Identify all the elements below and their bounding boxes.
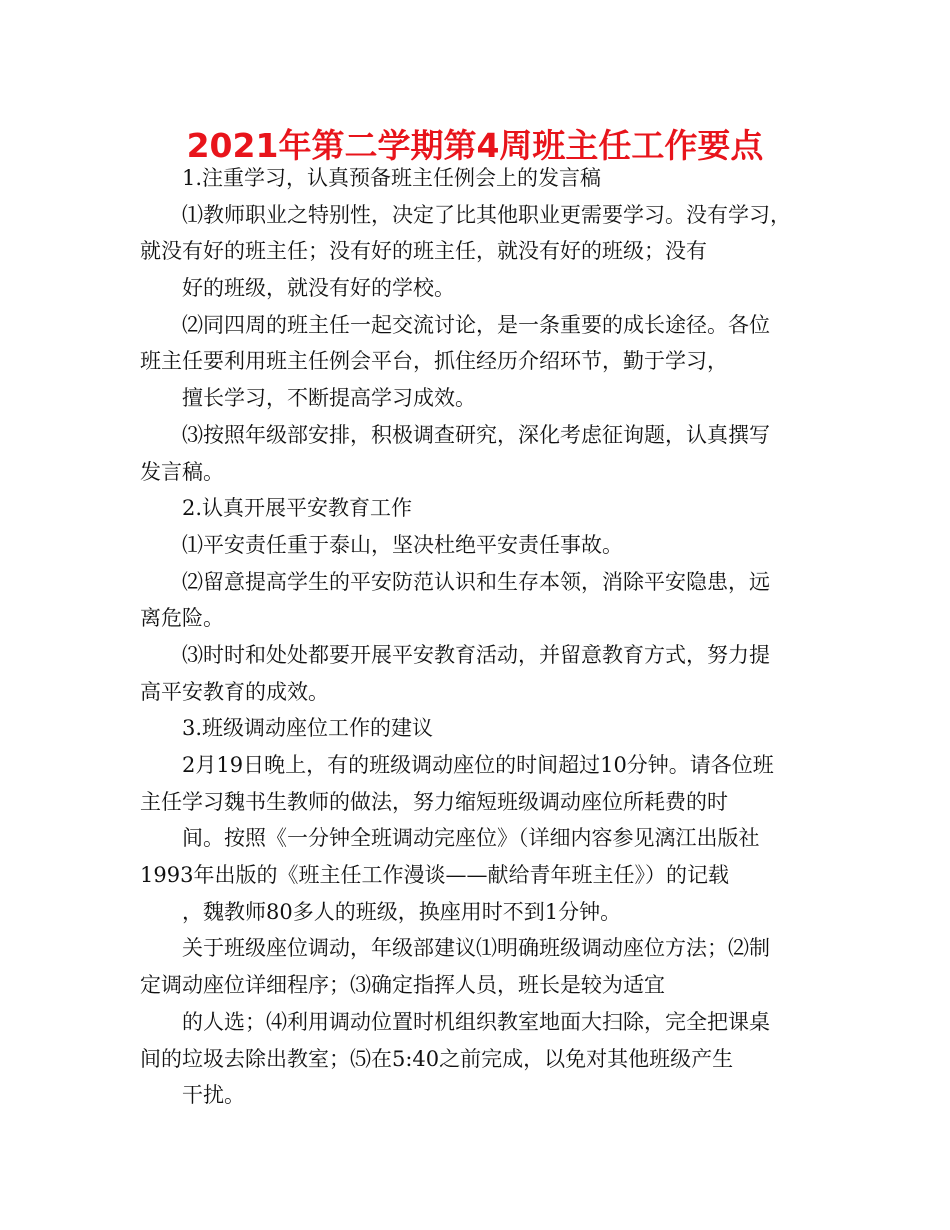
document-title: 2021年第二学期第4周班主任工作要点: [186, 126, 764, 165]
text-line: ⑶按照年级部安排，积极调查研究，深化考虑征询题，认真撰写: [182, 422, 770, 447]
text-line: ⑴教师职业之特别性，决定了比其他职业更需要学习。没有学习，: [182, 202, 791, 227]
text-line: 的人选；⑷利用调动位置时机组织教室地面大扫除，完全把课桌: [182, 1009, 770, 1034]
document-body: [140, 160, 830, 1114]
text-line: 间的垃圾去除出教室；⑸在5:40之前完成，以免对其他班级产生: [140, 1046, 734, 1071]
text-line: ⑴平安责任重于泰山，坚决杜绝平安责任事故。: [182, 532, 623, 557]
text-line: 2.认真开展平安教育工作: [182, 496, 413, 521]
text-line: 发言稿。: [140, 459, 224, 484]
text-line: 就没有好的班主任；没有好的班主任，就没有好的班级；没有: [140, 239, 707, 264]
text-line: 间。按照《一分钟全班调动完座位》（详细内容参见漓江出版社: [182, 826, 760, 851]
text-line: 3.班级调动座位工作的建议: [182, 716, 434, 741]
text-line: 干扰。: [182, 1083, 245, 1108]
text-line: ，魏教师80多人的班级，换座用时不到1分钟。: [182, 899, 622, 924]
text-line: 班主任要利用班主任例会平台，抓住经历介绍环节，勤于学习，: [140, 349, 728, 374]
text-line: 2月19日晚上，有的班级调动座位的时间超过10分钟。请各位班: [182, 753, 774, 777]
text-line: ⑶时时和处处都要开展平安教育活动，并留意教育方式，努力提: [182, 642, 770, 667]
text-line: 定调动座位详细程序；⑶确定指挥人员，班长是较为适宜: [140, 973, 665, 998]
text-line: ⑵同四周的班主任一起交流讨论，是一条重要的成长途径。各位: [182, 312, 770, 337]
text-line: 主任学习魏书生教师的做法，努力缩短班级调动座位所耗费的时: [140, 789, 728, 814]
text-line: 擅长学习，不断提高学习成效。: [182, 386, 476, 411]
text-line: 关于班级座位调动，年级部建议⑴明确班级调动座位方法；⑵制: [182, 936, 770, 961]
text-line: 高平安教育的成效。: [140, 679, 329, 704]
text-line: ⑵留意提高学生的平安防范认识和生存本领，消除平安隐患，远: [182, 569, 770, 594]
text-line: 好的班级，就没有好的学校。: [182, 276, 455, 301]
text-line: 离危险。: [140, 606, 224, 631]
text-line: 1993年出版的《班主任工作漫谈——献给青年班主任》）的记载: [140, 863, 729, 888]
text-line: 1.注重学习，认真预备班主任例会上的发言稿: [182, 166, 602, 190]
